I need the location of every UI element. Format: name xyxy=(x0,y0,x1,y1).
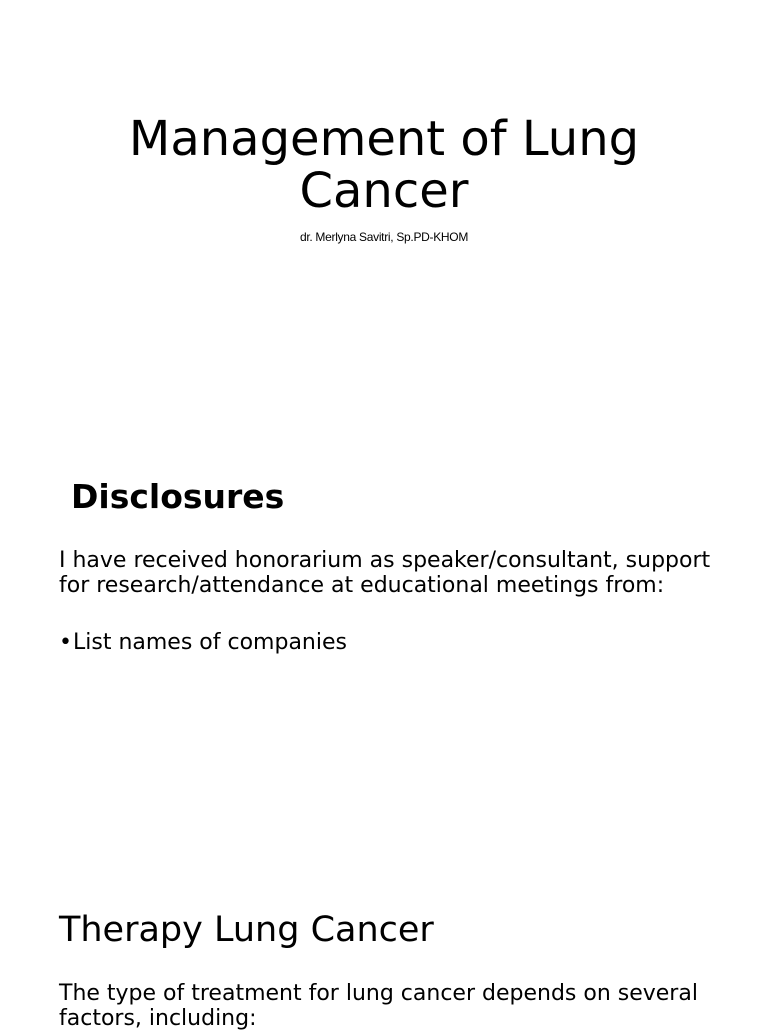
presenter-name: dr. Merlyna Savitri, Sp.PD-KHOM xyxy=(299,230,469,244)
title-slide xyxy=(0,0,768,432)
bullet-text: List names of companies xyxy=(73,630,347,655)
bullet-icon: • xyxy=(59,630,72,655)
bullet-item xyxy=(59,630,347,656)
slide-heading: Disclosures xyxy=(71,477,285,516)
slide-body-text: I have received honorarium as speaker/consultant, support for research/attendance at educational meetings from: xyxy=(59,548,711,598)
slide-body-text: The type of treatment for lung cancer depends on several factors, including: xyxy=(59,981,698,1031)
disclosures-slide xyxy=(0,432,768,864)
therapy-slide xyxy=(0,864,768,1031)
presentation-title: Management of Lung Cancer xyxy=(128,111,640,219)
slide-heading: Therapy Lung Cancer xyxy=(59,910,434,950)
